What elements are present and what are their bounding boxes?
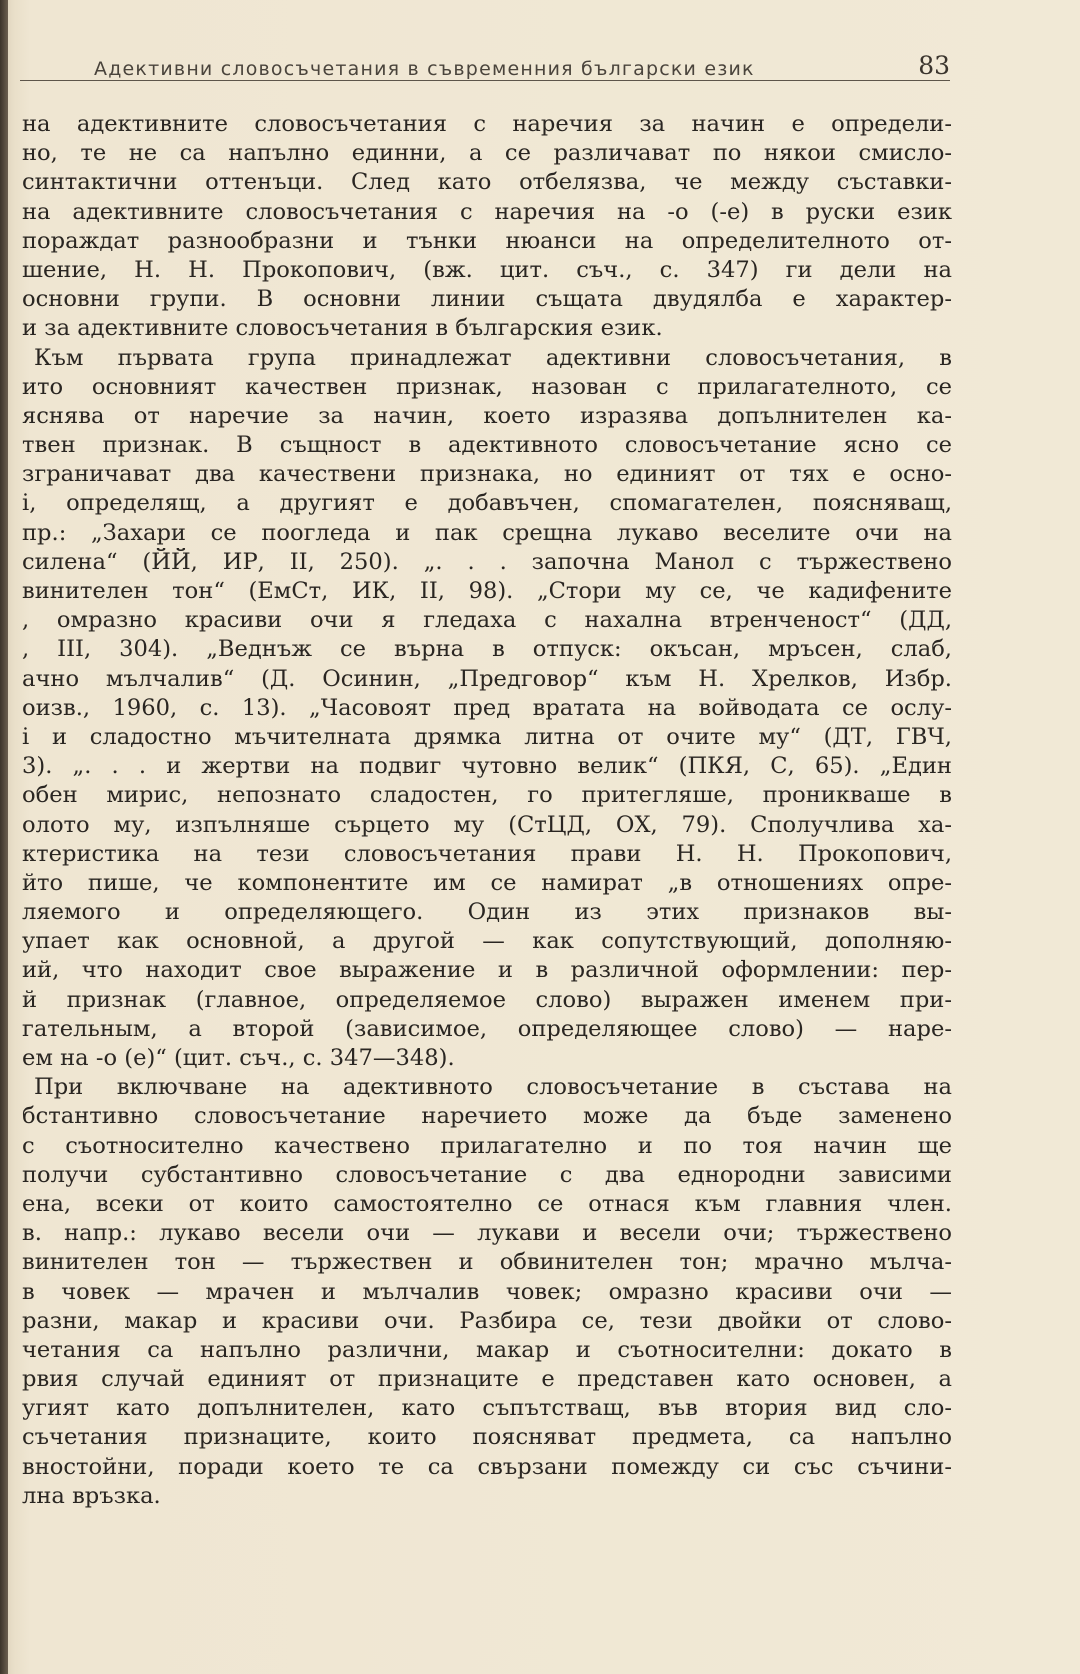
text-line: Към първата група принадлежат адективни словосъчетания, в (34, 344, 952, 371)
page-number: 83 (918, 51, 950, 80)
header-rule (20, 80, 950, 81)
text-line: винителен тон — тържествен и обвинителен тон; мрачно мълча- (22, 1249, 952, 1276)
text-line: твен признак. В същност в адективното словосъчетание ясно се (22, 432, 952, 459)
book-spine-edge (0, 0, 8, 1674)
text-line: , омразно красиви очи я гледаха с нахална втренченост“ (ДД, (22, 607, 952, 634)
text-line: вностойни, поради което те са свързани помежду си със съчини- (22, 1453, 952, 1480)
text-line: бстантивно словосъчетание наречието може да бъде заменено (22, 1103, 952, 1130)
text-line: ляемого и определяющего. Один из этих признаков вы- (22, 899, 952, 926)
text-line: основни групи. В основни линии същата двудялба е характер- (22, 286, 952, 313)
body-text (22, 110, 952, 1511)
text-line: лна връзка. (22, 1482, 161, 1509)
running-head (94, 40, 950, 80)
text-line: винителен тон“ (ЕмСт, ИК, II, 98). „Стори му се, че кадифените (22, 578, 952, 604)
text-line: упает как основной, а другой — как сопутствующий, дополняю- (22, 928, 952, 955)
text-line: , III, 304). „Веднъж се върна в отпуск: окъсан, мръсен, слаб, (22, 636, 952, 663)
text-line: в човек — мрачен и мълчалив човек; омразно красиви очи — (22, 1278, 952, 1305)
text-line: разни, макар и красиви очи. Разбира се, тези двойки от слово- (22, 1307, 952, 1334)
text-line: ена, всеки от които самостоятелно се отнася към главния член. (22, 1190, 952, 1217)
text-line: пораждат разнообразни и тънки нюанси на определителното от- (22, 227, 952, 254)
text-line: і, определящ, а другият е добавъчен, спомагателен, поясняващ, (22, 490, 952, 517)
text-line: обен мирис, непознато сладостен, го притегляше, проникваше в (22, 782, 952, 809)
text-line: олото му, изпълняше сърцето му (СтЦД, ОХ, 79). Сполучлива ха- (22, 811, 952, 838)
text-line: 3). „. . . и жертви на подвиг чутовно велик“ (ПКЯ, С, 65). „Един (22, 753, 952, 780)
text-line: ий, что находит свое выражение и в различной оформлении: пер- (22, 957, 952, 984)
text-line: на адективните словосъчетания с наречия на -о (-е) в руски език (22, 198, 952, 225)
text-line: с съотносително качествено прилагателно и по тоя начин ще (22, 1132, 952, 1159)
text-line: гательным, а второй (зависимое, определяющее слово) — наре- (22, 1015, 952, 1042)
text-line: йто пише, че компонентите им се намират „в отношениях опре- (22, 869, 952, 896)
paragraph (22, 344, 952, 1074)
text-line: получи субстантивно словосъчетание с два еднородни зависими (22, 1161, 952, 1188)
text-line: в. напр.: лукаво весели очи — лукави и весели очи; тържествено (22, 1220, 952, 1247)
text-line: и за адективните словосъчетания в българския език. (22, 315, 663, 342)
text-line: съчетания признаците, които поясняват предмета, са напълно (22, 1424, 952, 1451)
text-line: ем на -о (е)“ (цит. съч., с. 347—348). (22, 1045, 455, 1071)
text-line: силена“ (ЙЙ, ИР, II, 250). „. . . започна Манол с тържествено (22, 548, 952, 575)
text-line: на адективните словосъчетания с наречия за начин е определи- (22, 111, 952, 137)
text-line: При включване на адективното словосъчетание в състава на (34, 1074, 952, 1101)
text-line: зграничават два качествени признака, но единият от тях е осно- (22, 461, 952, 488)
text-line: оизв., 1960, с. 13). „Часовоят пред вратата на войводата се ослу- (22, 694, 952, 721)
text-line: яснява от наречие за начин, което изразява допълнителен ка- (22, 402, 952, 429)
text-line: но, те не са напълно единни, а се различават по някои смисло- (22, 140, 952, 167)
paragraph (22, 110, 952, 344)
paragraph (22, 1073, 952, 1511)
running-title: Адективни словосъчетания в съвременния български език (94, 58, 755, 80)
text-line: ито основният качествен признак, назован с прилагателното, се (22, 373, 952, 400)
text-line: четания са напълно различни, макар и съотносителни: докато в (22, 1336, 952, 1363)
text-line: ктеристика на тези словосъчетания прави Н. Н. Прокопович, (22, 840, 952, 867)
text-line: угият като допълнителен, като съпътстващ, във втория вид сло- (22, 1395, 952, 1422)
text-line: шение, Н. Н. Прокопович, (вж. цит. съч., с. 347) ги дели на (22, 256, 952, 283)
text-line: рвия случай единият от признаците е представен като основен, а (22, 1366, 952, 1393)
text-line: пр.: „Захари се поогледа и пак срещна лукаво веселите очи на (22, 519, 952, 546)
text-line: ачно мълчалив“ (Д. Осинин, „Предговор“ към Н. Хрелков, Избр. (22, 665, 952, 692)
text-line: і и сладостно мъчителната дрямка литна от очите му“ (ДТ, ГВЧ, (22, 723, 952, 750)
text-line: й признак (главное, определяемое слово) выражен именем при- (22, 986, 952, 1013)
text-line: синтактични оттенъци. След като отбелязва, че между съставки- (22, 169, 952, 196)
